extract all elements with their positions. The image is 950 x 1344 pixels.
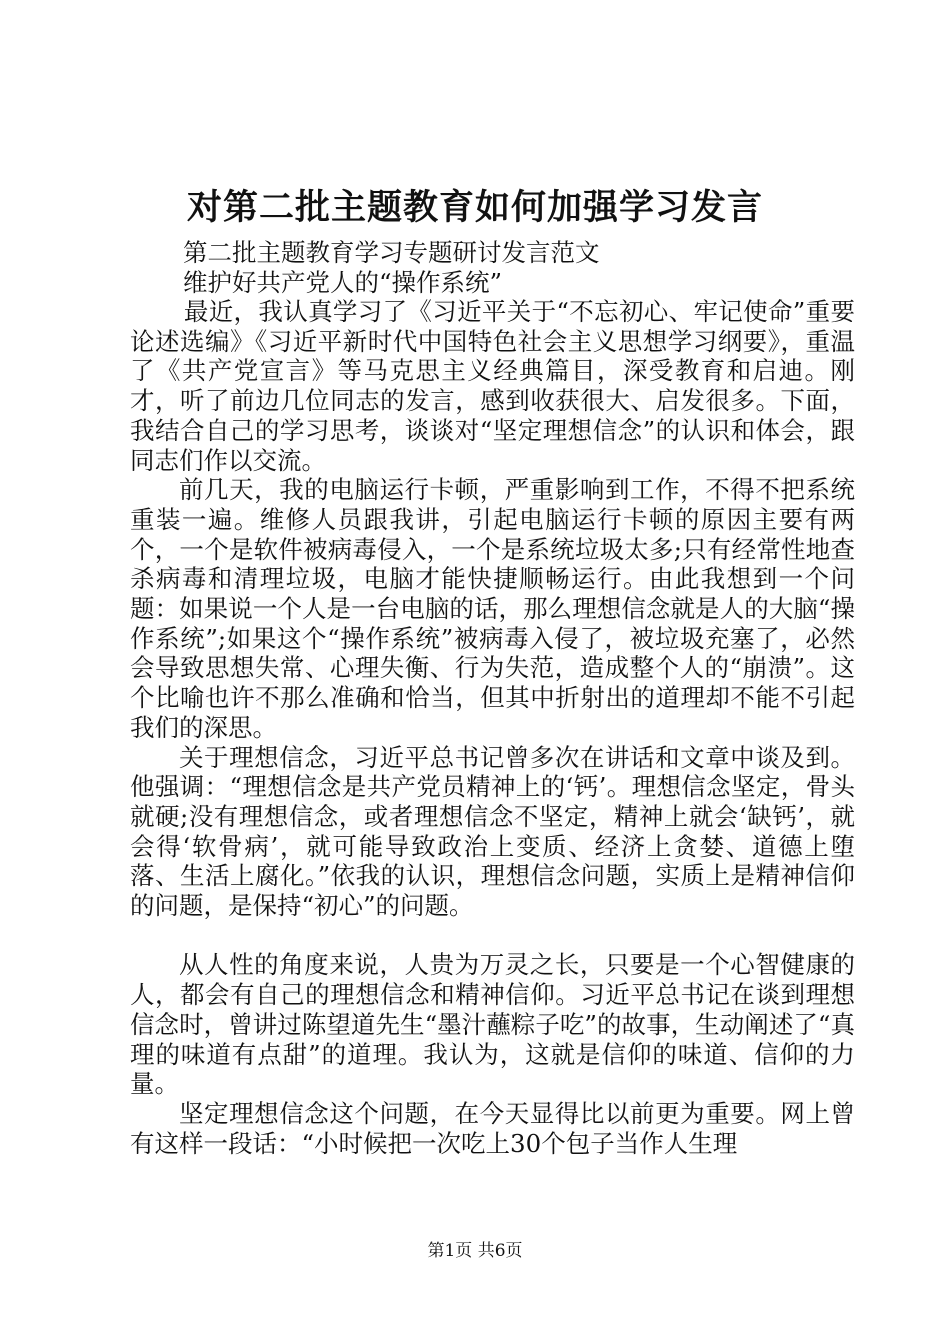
paragraph: 前几天，我的电脑运行卡顿，严重影响到工作，不得不把系统重装一遍。维修人员跟我讲，引起电脑运行卡顿的原因主要有两个，一个是软件被病毒侵入，一个是系统垃圾太多;只有经常性地查杀病毒和清理垃圾，电脑才能快捷顺畅运行。由此我想到一个问题：如果说一个人是一台电脑的话，那么理想信念就是人的大脑“操作系统”;如果这个“操作系统”被病毒入侵了，被垃圾充塞了，必然会导致思想失常、心理失衡、行为失范，造成整个人的“崩溃”。这个比喻也许不那么准确和恰当，但其中折射出的道理却不能不引起我们的深思。: [130, 475, 855, 742]
speech-heading: 维护好共产党人的“操作系统”: [183, 268, 503, 297]
paragraph: 从人性的角度来说，人贵为万灵之长，只要是一个心智健康的人，都会有自己的理想信念和精神信仰。习近平总书记在谈到理想信念时，曾讲过陈望道先生“墨汁蘸粽子吃”的故事，生动阐述了“真理的味道有点甜”的道理。我认为，这就是信仰的味道、信仰的力量。: [130, 950, 855, 1099]
paragraph: 坚定理想信念这个问题，在今天显得比以前更为重要。网上曾有这样一段话：“小时候把一次吃上30个包子当作人生理: [130, 1098, 855, 1158]
document-subtitle: 第二批主题教育学习专题研讨发言范文: [183, 238, 600, 267]
page-footer: 第1页 共6页: [427, 1241, 523, 1261]
document-title: 对第二批主题教育如何加强学习发言: [186, 187, 763, 228]
paragraph: 最近，我认真学习了《习近平关于“不忘初心、牢记使命”重要论述选编》《习近平新时代中国特色社会主义思想学习纲要》，重温了《共产党宣言》等马克思主义经典篇目，深受教育和启迪。刚才，听了前边几位同志的发言，感到收获很大、启发很多。下面，我结合自己的学习思考，谈谈对“坚定理想信念”的认识和体会，跟同志们作以交流。: [130, 297, 855, 475]
document-body: [130, 297, 855, 1158]
paragraph: 关于理想信念，习近平总书记曾多次在讲话和文章中谈及到。他强调：“理想信念是共产党员精神上的‘钙’。理想信念坚定，骨头就硬;没有理想信念，或者理想信念不坚定，精神上就会‘缺钙’，就会得‘软骨病’，就可能导致政治上变质、经济上贪婪、道德上堕落、生活上腐化。”依我的认识，理想信念问题，实质上是精神信仰的问题，是保持“初心”的问题。: [130, 742, 855, 921]
